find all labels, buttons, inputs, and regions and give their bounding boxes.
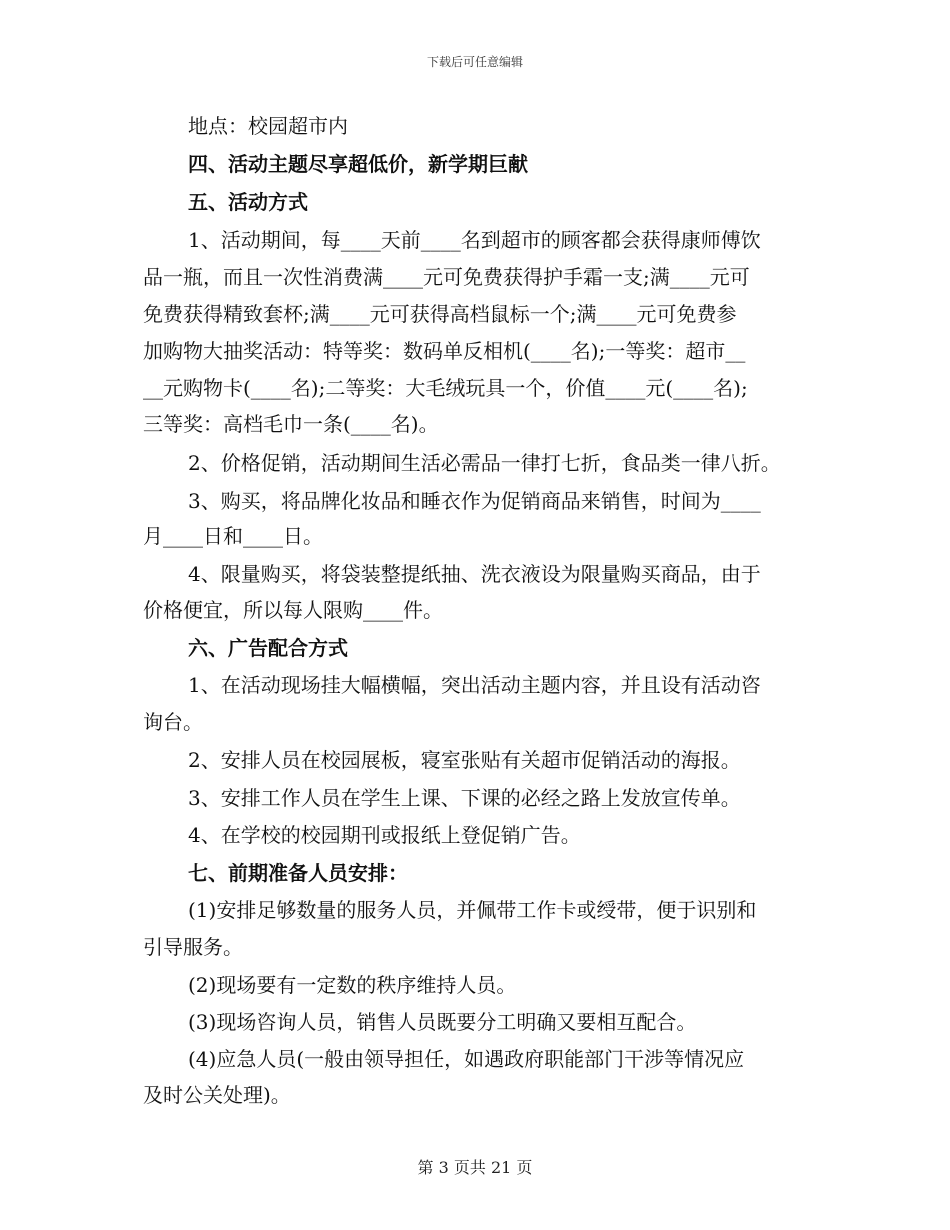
section-heading: 五、活动方式 — [188, 190, 308, 214]
paragraph-line: 地点：校园超市内 — [188, 114, 348, 138]
paragraph-line: 4、在学校的校园期刊或报纸上登促销广告。 — [188, 823, 581, 847]
paragraph-line: 1、在活动现场挂大幅横幅，突出活动主题内容，并且设有活动咨 — [188, 673, 761, 697]
paragraph-line: 2、安排人员在校园展板，寝室张贴有关超市促销活动的海报。 — [188, 748, 741, 772]
paragraph-line: 引导服务。 — [143, 935, 243, 959]
paragraph-line: (4)应急人员(一般由领导担任，如遇政府职能部门干涉等情况应 — [188, 1047, 745, 1071]
paragraph-line: (3)现场咨询人员，销售人员既要分工明确又要相互配合。 — [188, 1010, 697, 1034]
paragraph-line: 2、价格促销，活动期间生活必需品一律打七折，食品类一律八折。 — [188, 451, 781, 475]
paragraph-line: 及时公关处理)。 — [143, 1083, 291, 1107]
paragraph-line: 三等奖：高档毛巾一条(____名)。 — [143, 412, 439, 436]
paragraph-line: 品一瓶，而且一次性消费满____元可免费获得护手霜一支;满____元可 — [143, 265, 750, 289]
paragraph-line: 3、购买，将品牌化妆品和睡衣作为促销商品来销售，时间为____ — [188, 489, 761, 513]
paragraph-line: (2)现场要有一定数的秩序维持人员。 — [188, 973, 517, 997]
paragraph-line: __元购物卡(____名);二等奖：大毛绒玩具一个，价值____元(____名); — [143, 376, 748, 400]
paragraph-line: 价格便宜，所以每人限购____件。 — [143, 598, 443, 622]
paragraph-line: 免费获得精致套杯;满____元可获得高档鼠标一个;满____元可免费参 — [143, 302, 737, 326]
section-heading: 六、广告配合方式 — [188, 636, 348, 660]
paragraph-line: 3、安排工作人员在学生上课、下课的必经之路上发放宣传单。 — [188, 786, 741, 810]
page-footer: 第 3 页共 21 页 — [417, 1158, 533, 1177]
paragraph-line: 月____日和____日。 — [143, 524, 323, 548]
paragraph-line: 询台。 — [143, 710, 203, 734]
section-heading: 七、前期准备人员安排： — [188, 861, 408, 885]
page-header: 下载后可任意编辑 — [426, 55, 523, 69]
paragraph-line: (1)安排足够数量的服务人员，并佩带工作卡或绶带，便于识别和 — [188, 898, 757, 922]
paragraph-line: 加购物大抽奖活动：特等奖：数码单反相机(____名);一等奖：超市__ — [143, 339, 746, 363]
section-heading: 四、活动主题尽享超低价，新学期巨献 — [188, 152, 528, 176]
paragraph-line: 1、活动期间，每____天前____名到超市的顾客都会获得康师傅饮 — [188, 228, 761, 252]
paragraph-line: 4、限量购买，将袋装整提纸抽、洗衣液设为限量购买商品，由于 — [188, 562, 761, 586]
